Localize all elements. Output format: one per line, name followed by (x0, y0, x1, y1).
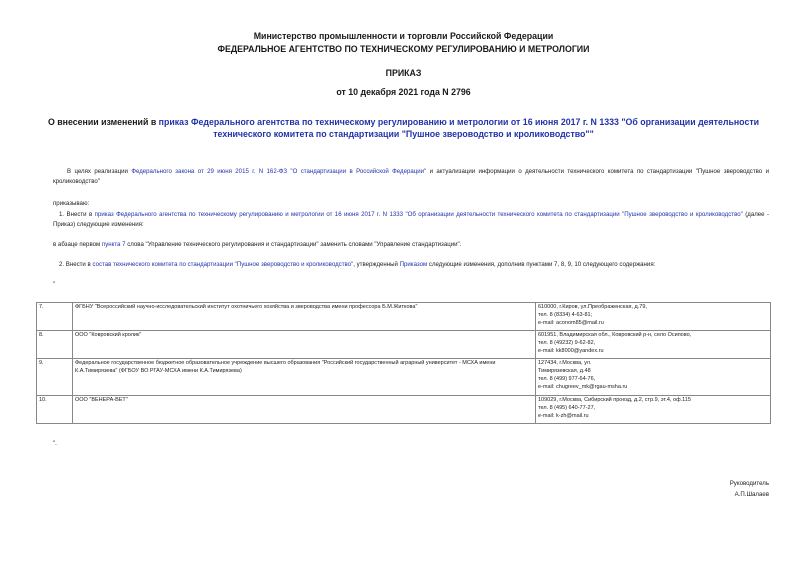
contact-line: тел. 8 (8334) 4-63-81; (538, 312, 593, 318)
order-link[interactable]: Приказом (399, 261, 428, 268)
p4-prefix: в абзаце первом (53, 241, 102, 248)
paragraph-amendment (53, 240, 769, 250)
organization-name: ООО "ВЕНЕРА-ВЕТ" (73, 396, 536, 424)
signatory-position: Руководитель (729, 480, 769, 487)
organization-name: ООО "Ковровский кролик" (73, 331, 536, 359)
table-row (37, 359, 771, 396)
table-row (37, 303, 771, 331)
row-number: 10. (37, 396, 73, 424)
order-1333-link[interactable]: приказ Федерального агентства по техническому регулированию и метрологии от 16 июня 2017 г. N 1333 "Об организации деятельности технического комитета по стандартизации "Пушное звероводство и кролиководство" (94, 211, 743, 218)
ministry-name: Министерство промышленности и торговли Российской Федерации (253, 31, 554, 41)
p5-middle: , утвержденный (353, 261, 400, 268)
title-order-link[interactable]: приказ Федерального агентства по техническому регулированию и метрологии от 16 июня 2017 г. N 1333 "Об организации деятельности технического комитета по стандартизации "Пушное звероводство и кролиководство"" (158, 117, 760, 139)
contact-line: тел. 8 (495) 640-77-27, (538, 405, 596, 411)
contact-line: e-mail: k-zh@mail.ru (538, 413, 589, 419)
table-row (37, 396, 771, 424)
contact-line: e-mail: aconom85@mail.ru (538, 320, 604, 326)
contact-line: 601951, Владимирская обл., Ковровский р-н, село Осипово, (538, 332, 692, 338)
p5-prefix: 2. Внести в (59, 261, 93, 268)
contact-line: 109029, г.Москва, Сибирский проезд, д.2, стр.9, эт.4, оф.115 (538, 397, 691, 403)
organization-contacts (536, 331, 771, 359)
p3-suffix: (далее - Приказ) следующие изменения: (53, 211, 770, 228)
document-type: ПРИКАЗ (385, 68, 422, 78)
p1-prefix: В целях реализации (67, 168, 132, 175)
contact-line: тел. 8 (49232) 9-62-82, (538, 340, 596, 346)
point-7-link[interactable]: пункта 7 (101, 241, 126, 248)
contact-line: e-mail: kk8000@yandex.ru (538, 348, 604, 354)
organization-contacts (536, 303, 771, 331)
organization-name: ФГБНУ "Всероссийский научно-исследовательский институт охотничьего хозяйства и звероводства имени профессора Б.М.Житкова" (73, 303, 536, 331)
paragraph-item-2 (53, 260, 769, 270)
paragraph-preamble (53, 167, 769, 187)
p5-suffix: следующие изменения, дополнив пунктами 7, 8, 9, 10 следующего содержания: (427, 261, 656, 268)
agency-name: ФЕДЕРАЛЬНОЕ АГЕНТСТВО ПО ТЕХНИЧЕСКОМУ РЕГУЛИРОВАНИЮ И МЕТРОЛОГИИ (217, 44, 590, 54)
p3-prefix: 1. Внести в (59, 211, 95, 218)
quote-close: ". (53, 440, 57, 447)
committee-composition-link[interactable]: состав технического комитета по стандартизации "Пушное звероводство и кролиководство" (92, 261, 354, 268)
quote-open: " (53, 281, 56, 288)
paragraph-item-1 (53, 210, 769, 230)
row-number: 9. (37, 359, 73, 396)
contact-line: 610000, г.Киров, ул.Преображенская, д.79, (538, 304, 647, 310)
committee-members-table (36, 302, 771, 424)
row-number: 7. (37, 303, 73, 331)
contact-line: тел. 8 (499) 977-64-76, (538, 376, 596, 382)
p1-suffix: и актуализации информации о деятельности технического комитета по стандартизации "Пушное звероводство и кролиководство" (53, 168, 769, 185)
row-number: 8. (37, 331, 73, 359)
contact-line: Тимирязевская, д.48 (538, 368, 591, 374)
paragraph-order-word: приказываю: (53, 200, 90, 207)
organization-name: Федеральное государственное бюджетное образовательное учреждение высшего образования "Российский государственный аграрный университет - МСХА имени К.А.Тимирязева" (ФГБОУ ВО РГАУ-МСХА имени К.А.Тимирязева) (73, 359, 536, 396)
document-date-number: от 10 декабря 2021 года N 2796 (336, 87, 471, 97)
p4-suffix: слова "Управление технического регулирования и стандартизации" заменить словами "Управление стандартизации". (125, 241, 462, 248)
signatory-name: А.П.Шалаев (734, 491, 769, 498)
organization-contacts (536, 396, 771, 424)
title-prefix: О внесении изменений в (47, 117, 159, 127)
contact-line: 127434, г.Москва, ул. (538, 360, 592, 366)
organization-contacts (536, 359, 771, 396)
contact-line: e-mail: chugreev_mk@rgau-msha.ru (538, 384, 628, 390)
federal-law-link[interactable]: Федерального закона от 29 июня 2015 г. N 162-ФЗ "О стандартизации в Российской Федерации" (131, 168, 427, 175)
table-row (37, 331, 771, 359)
document-title (30, 116, 777, 140)
